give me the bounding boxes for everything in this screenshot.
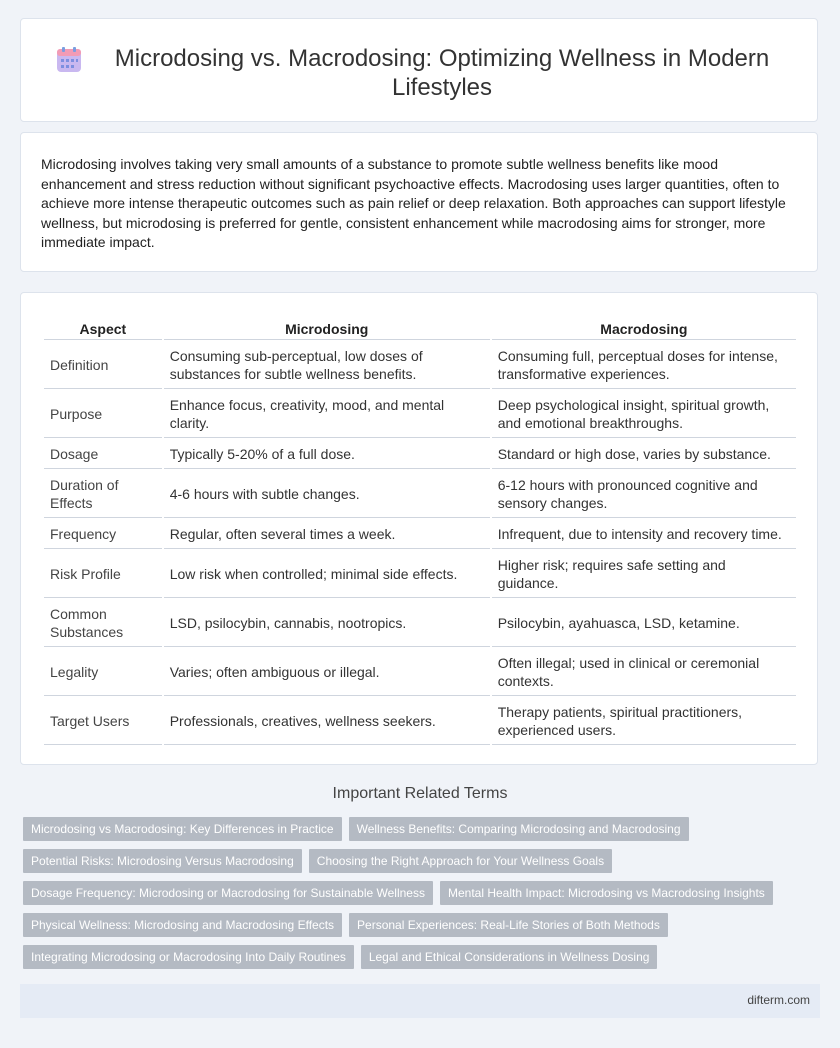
row-microdosing: Consuming sub-perceptual, low doses of substances for subtle wellness benefits. <box>164 342 490 389</box>
row-macrodosing: Therapy patients, spiritual practitioners, experienced users. <box>492 698 796 745</box>
row-macrodosing: Standard or high dose, varies by substance. <box>492 440 796 469</box>
row-microdosing: Low risk when controlled; minimal side effects. <box>164 551 490 598</box>
row-aspect: Risk Profile <box>44 551 162 598</box>
row-macrodosing: Psilocybin, ayahuasca, LSD, ketamine. <box>492 600 796 647</box>
table-row <box>44 649 796 696</box>
intro-card <box>20 132 818 272</box>
table-row <box>44 520 796 549</box>
calendar-icon <box>56 47 82 73</box>
row-macrodosing: Higher risk; requires safe setting and guidance. <box>492 551 796 598</box>
row-microdosing: Professionals, creatives, wellness seekers. <box>164 698 490 745</box>
row-macrodosing: Deep psychological insight, spiritual growth, and emotional breakthroughs. <box>492 391 796 438</box>
row-microdosing: Regular, often several times a week. <box>164 520 490 549</box>
table-row <box>44 391 796 438</box>
row-aspect: Purpose <box>44 391 162 438</box>
row-microdosing: Enhance focus, creativity, mood, and mental clarity. <box>164 391 490 438</box>
table-row <box>44 471 796 518</box>
row-microdosing: Varies; often ambiguous or illegal. <box>164 649 490 696</box>
related-term-tag[interactable]: Mental Health Impact: Microdosing vs Macrodosing Insights <box>440 881 773 905</box>
row-aspect: Legality <box>44 649 162 696</box>
related-term-tag[interactable]: Legal and Ethical Considerations in Wellness Dosing <box>361 945 658 969</box>
row-microdosing: LSD, psilocybin, cannabis, nootropics. <box>164 600 490 647</box>
related-term-tag[interactable]: Wellness Benefits: Comparing Microdosing and Macrodosing <box>349 817 689 841</box>
row-aspect: Duration of Effects <box>44 471 162 518</box>
row-macrodosing: Often illegal; used in clinical or ceremonial contexts. <box>492 649 796 696</box>
footer-brand[interactable]: difterm.com <box>747 993 810 1007</box>
related-terms-title: Important Related Terms <box>332 785 508 802</box>
column-header-microdosing: Microdosing <box>164 317 490 340</box>
row-macrodosing: 6-12 hours with pronounced cognitive and sensory changes. <box>492 471 796 518</box>
related-term-tag[interactable]: Personal Experiences: Real-Life Stories of Both Methods <box>349 913 668 937</box>
footer <box>20 984 820 1018</box>
row-macrodosing: Consuming full, perceptual doses for intense, transformative experiences. <box>492 342 796 389</box>
related-terms-list <box>23 817 823 977</box>
table-row <box>44 551 796 598</box>
row-aspect: Dosage <box>44 440 162 469</box>
row-aspect: Definition <box>44 342 162 389</box>
related-term-tag[interactable]: Physical Wellness: Microdosing and Macrodosing Effects <box>23 913 342 937</box>
table-header-row <box>44 317 796 340</box>
related-term-tag[interactable]: Microdosing vs Macrodosing: Key Differences in Practice <box>23 817 342 841</box>
column-header-aspect: Aspect <box>44 317 162 340</box>
row-aspect: Common Substances <box>44 600 162 647</box>
row-aspect: Frequency <box>44 520 162 549</box>
related-term-tag[interactable]: Integrating Microdosing or Macrodosing Into Daily Routines <box>23 945 354 969</box>
related-term-tag[interactable]: Dosage Frequency: Microdosing or Macrodosing for Sustainable Wellness <box>23 881 433 905</box>
table-row <box>44 698 796 745</box>
row-microdosing: 4-6 hours with subtle changes. <box>164 471 490 518</box>
related-term-tag[interactable]: Potential Risks: Microdosing Versus Macrodosing <box>23 849 302 873</box>
comparison-card <box>20 292 818 765</box>
row-microdosing: Typically 5-20% of a full dose. <box>164 440 490 469</box>
table-row <box>44 600 796 647</box>
column-header-macrodosing: Macrodosing <box>492 317 796 340</box>
row-macrodosing: Infrequent, due to intensity and recovery time. <box>492 520 796 549</box>
header-card <box>20 18 818 122</box>
intro-text: Microdosing involves taking very small amounts of a substance to promote subtle wellness benefits like mood enhancement and stress reduction without significant psychoactive effects. Macrodosing uses larger quantities, often to achieve more intense therapeutic outcomes such as pain relief or deep relaxation. Both approaches can support lifestyle wellness, but microdosing is preferred for gentle, consistent enhancement while macrodosing aims for stronger, more immediate impact. <box>41 156 786 250</box>
table-row <box>44 440 796 469</box>
comparison-table <box>42 315 798 747</box>
table-row <box>44 342 796 389</box>
related-term-tag[interactable]: Choosing the Right Approach for Your Wellness Goals <box>309 849 612 873</box>
page-title: Microdosing vs. Macrodosing: Optimizing Wellness in Modern Lifestyles <box>114 45 770 101</box>
row-aspect: Target Users <box>44 698 162 745</box>
